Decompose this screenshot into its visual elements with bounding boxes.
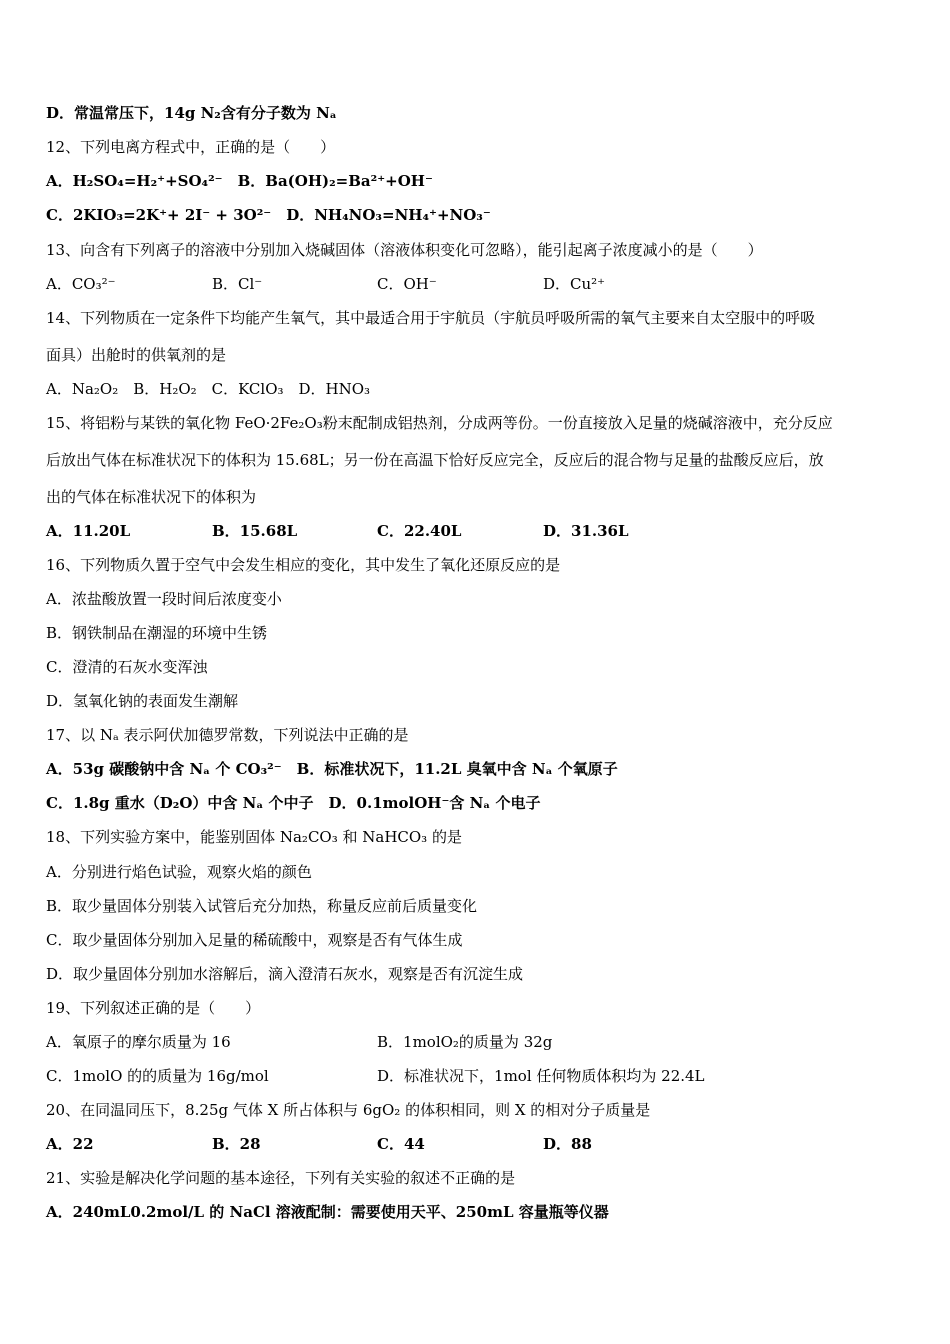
q13-options — [46, 274, 926, 294]
q20-option-b: B．28 — [212, 1135, 261, 1153]
q13-option-a: A．CO₃²⁻ — [46, 275, 116, 293]
q20-options — [46, 1134, 926, 1154]
q14-stem-line1: 14、下列物质在一定条件下均能产生氧气，其中最适合用于宇航员（宇航员呼吸所需的氧气主要来自太空服中的呼吸 — [46, 309, 816, 327]
q19-options-cd — [46, 1066, 926, 1086]
q15-stem-line3: 出的气体在标准状况下的体积为 — [46, 488, 257, 506]
q12-options-cd: C．2KIO₃=2K⁺+ 2I⁻ + 3O²⁻ D．NH₄NO₃=NH₄⁺+NO₃⁻ — [46, 206, 491, 224]
q20-stem: 20、在同温同压下，8.25g 气体 X 所占体积与 6gO₂ 的体积相同，则 X 的相对分子质量是 — [46, 1101, 651, 1119]
q15-stem-line2: 后放出气体在标准状况下的体积为 15.68L；另一份在高温下恰好反应完全，反应后的混合物与足量的盐酸反应后，放 — [46, 451, 824, 469]
q13-option-c: C．OH⁻ — [377, 275, 437, 293]
q16-stem: 16、下列物质久置于空气中会发生相应的变化，其中发生了氧化还原反应的是 — [46, 556, 561, 574]
q21-option-a: A．240mL0.2mol/L 的 NaCl 溶液配制：需要使用天平、250mL 容量瓶等仪器 — [46, 1203, 609, 1221]
q18-stem: 18、下列实验方案中，能鉴别固体 Na₂CO₃ 和 NaHCO₃ 的是 — [46, 828, 462, 846]
q19-stem: 19、下列叙述正确的是（ ） — [46, 999, 261, 1017]
q18-option-a: A．分别进行焰色试验，观察火焰的颜色 — [46, 863, 312, 881]
q15-option-b: B．15.68L — [212, 522, 298, 540]
q11-option-d: D．常温常压下，14g N₂含有分子数为 Nₐ — [46, 104, 337, 122]
q17-options-cd: C．1.8g 重水（D₂O）中含 Nₐ 个中子 D．0.1molOH⁻含 Nₐ 个电子 — [46, 794, 541, 812]
q15-options — [46, 521, 926, 541]
q14-options: A．Na₂O₂ B．H₂O₂ C．KClO₃ D．HNO₃ — [46, 380, 371, 398]
q17-options-ab: A．53g 碳酸钠中含 Nₐ 个 CO₃²⁻ B．标准状况下，11.2L 臭氧中含 Nₐ 个氧原子 — [46, 760, 618, 778]
q12-options-ab: A．H₂SO₄=H₂⁺+SO₄²⁻ B．Ba(OH)₂=Ba²⁺+OH⁻ — [46, 172, 433, 190]
q13-stem: 13、向含有下列离子的溶液中分别加入烧碱固体（溶液体积变化可忽略），能引起离子浓度减小的是（ ） — [46, 241, 763, 259]
q18-option-b: B．取少量固体分别装入试管后充分加热，称量反应前后质量变化 — [46, 897, 478, 915]
q16-option-b: B．钢铁制品在潮湿的环境中生锈 — [46, 624, 268, 642]
q16-option-a: A．浓盐酸放置一段时间后浓度变小 — [46, 590, 282, 608]
q19-option-c: C．1molO 的的质量为 16g/mol — [46, 1067, 269, 1085]
q13-option-b: B．Cl⁻ — [212, 275, 263, 293]
q20-option-c: C．44 — [377, 1135, 425, 1153]
q12-stem: 12、下列电离方程式中，正确的是（ ） — [46, 138, 336, 156]
q17-stem: 17、以 Nₐ 表示阿伏加德罗常数，下列说法中正确的是 — [46, 726, 409, 744]
q19-option-d: D．标准状况下，1mol 任何物质体积均为 22.4L — [377, 1067, 705, 1085]
q20-option-d: D．88 — [543, 1135, 592, 1153]
q18-option-d: D．取少量固体分别加水溶解后，滴入澄清石灰水，观察是否有沉淀生成 — [46, 965, 524, 983]
q13-option-d: D．Cu²⁺ — [543, 275, 606, 293]
q21-stem: 21、实验是解决化学问题的基本途径，下列有关实验的叙述不正确的是 — [46, 1169, 516, 1187]
q15-option-a: A．11.20L — [46, 522, 131, 540]
q18-option-c: C．取少量固体分别加入足量的稀硫酸中，观察是否有气体生成 — [46, 931, 463, 949]
q15-option-d: D．31.36L — [543, 522, 629, 540]
q16-option-c: C．澄清的石灰水变浑浊 — [46, 658, 208, 676]
q20-option-a: A．22 — [46, 1135, 94, 1153]
q14-stem-line2: 面具）出舱时的供氧剂的是 — [46, 346, 227, 364]
q16-option-d: D．氢氧化钠的表面发生潮解 — [46, 692, 239, 710]
q15-option-c: C．22.40L — [377, 522, 462, 540]
q19-option-b: B．1molO₂的质量为 32g — [377, 1033, 553, 1051]
q19-option-a: A．氧原子的摩尔质量为 16 — [46, 1033, 231, 1051]
q15-stem-line1: 15、将铝粉与某铁的氧化物 FeO·2Fe₂O₃粉末配制成铝热剂，分成两等份。一份直接放入足量的烧碱溶液中，充分反应 — [46, 414, 833, 432]
q19-options-ab — [46, 1032, 926, 1052]
